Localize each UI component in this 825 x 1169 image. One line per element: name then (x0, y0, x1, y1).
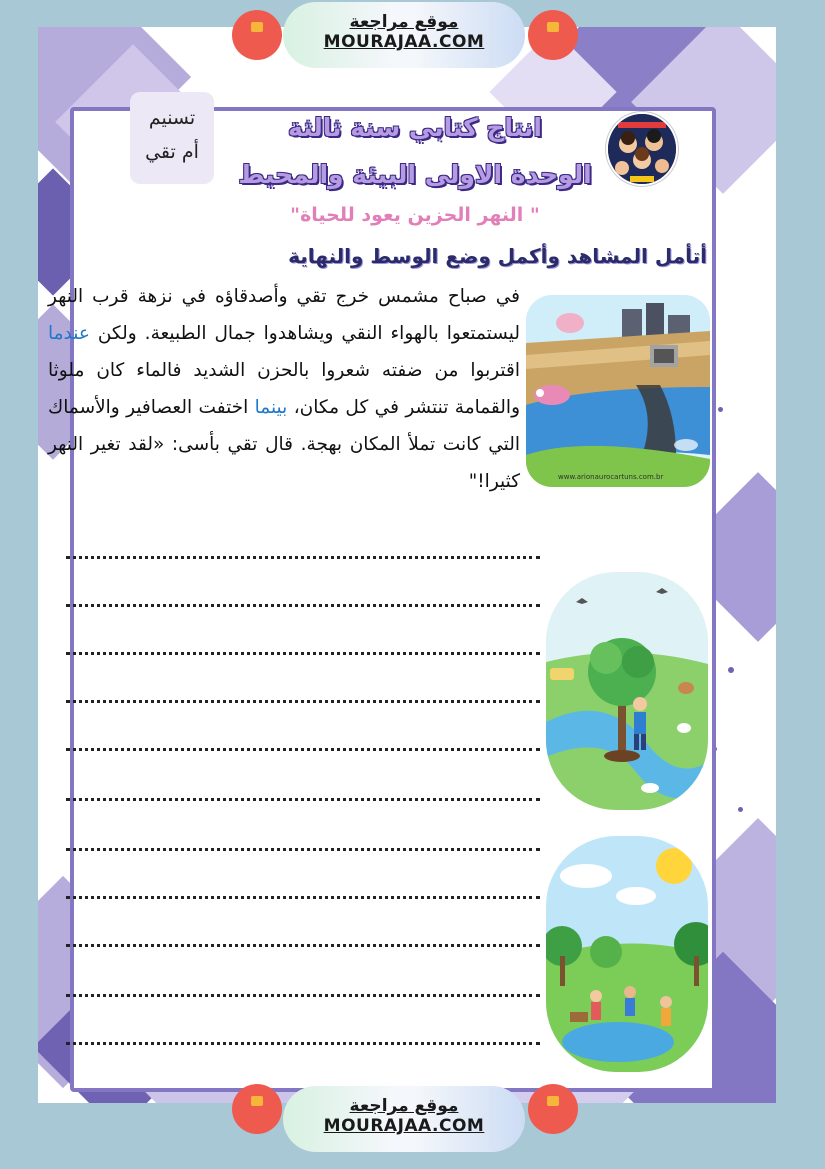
answer-line-6[interactable] (66, 798, 540, 801)
site-name-arabic-bottom: موقع مراجعة (349, 1096, 459, 1116)
answer-line-1[interactable] (66, 556, 540, 559)
site-domain-bottom[interactable]: MOURAJAA.COM (323, 1116, 485, 1136)
answer-line-11[interactable] (66, 1042, 540, 1045)
answer-line-8[interactable] (66, 896, 540, 899)
answer-line-3[interactable] (66, 652, 540, 655)
scene-planting-tree-image (546, 572, 708, 810)
answer-line-5[interactable] (66, 748, 540, 751)
story-title: "النهر الحزين يعود للحياة " (290, 204, 540, 226)
unit-title: الوحدة الاولى البيئة والمحيط (238, 160, 592, 189)
instruction-heading: أتأمل المشاهد وأكمل وضع الوسط والنهاية (288, 244, 707, 268)
author-name-box (130, 92, 214, 184)
story-part3: اختفت العصافير والأسماك التي كانت تملأ المكان بهجة. قال تقي بأسى: «لقد تغير النهر كثيرا!" (48, 397, 520, 492)
story-part2: اقتربوا من ضفته شعروا بالحزن الشديد فالماء كان ملوثا والقمامة تنتشر في كل مكان، (48, 360, 521, 418)
kids-avatar (606, 112, 678, 186)
author-name-line1: تسنيم (148, 107, 196, 129)
answer-line-9[interactable] (66, 944, 540, 947)
scene-polluted-river-image (526, 295, 710, 487)
answer-line-4[interactable] (66, 700, 540, 703)
answer-line-2[interactable] (66, 604, 540, 607)
answer-line-7[interactable] (66, 848, 540, 851)
image-credit: www.arionaurocartuns.com.br (558, 473, 664, 481)
story-text (48, 278, 520, 500)
site-logo-icon (232, 10, 282, 60)
site-logo-icon (528, 10, 578, 60)
story-part1: في صباح مشمس خرج تقي وأصدقاؤه في نزهة قرب النهر ليستمتعوا بالهواء النقي ويشاهدوا جمال الطبيعة. ولكن (48, 286, 520, 344)
author-name-line2: أم تقي (145, 141, 199, 163)
site-name-arabic: موقع مراجعة (349, 12, 459, 32)
site-logo-icon (232, 1084, 282, 1134)
site-domain[interactable]: MOURAJAA.COM (323, 32, 485, 52)
page-title: انتاج كتابي سنة ثالثة (288, 113, 542, 142)
site-banner-bottom[interactable] (283, 1086, 525, 1152)
scene-clean-park-image (546, 836, 708, 1072)
site-logo-icon (528, 1084, 578, 1134)
connector-word-when: عندما (48, 323, 90, 344)
answer-line-10[interactable] (66, 994, 540, 997)
connector-word-while: بينما (254, 397, 288, 418)
site-banner-top[interactable] (283, 2, 525, 68)
